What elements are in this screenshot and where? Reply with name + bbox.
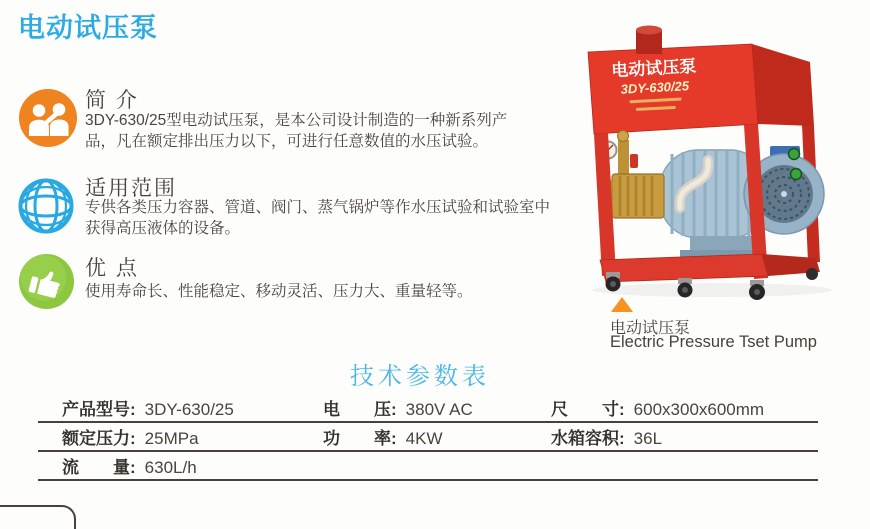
spec-value: 380V AC xyxy=(405,400,473,419)
spec-cell xyxy=(38,424,323,449)
spec-label: 流 量: xyxy=(62,458,136,477)
thumbs-up-icon xyxy=(19,254,74,314)
spec-table-title: 技术参数表 xyxy=(350,363,490,390)
spec-cell xyxy=(38,395,323,420)
spec-label: 额定压力: xyxy=(62,429,136,448)
section-heading-scope: 适用范围 xyxy=(85,177,177,200)
spec-label: 功 率: xyxy=(323,429,397,448)
spec-value: 36L xyxy=(633,429,663,448)
product-photo xyxy=(572,22,864,304)
section-body-scope xyxy=(85,197,550,239)
spec-value: 25MPa xyxy=(144,429,199,448)
section-body-line: 获得高压液体的设备。 xyxy=(85,220,241,237)
spec-cell xyxy=(38,453,323,478)
section-body-line: 3DY-630/25型电动试压泵，是本公司设计制造的一种新系列产 xyxy=(85,112,508,129)
spec-value: 600x300x600mm xyxy=(633,400,765,419)
corner-decoration xyxy=(0,505,76,529)
spec-label: 电 压: xyxy=(323,400,397,419)
section-body-intro xyxy=(85,110,507,152)
section-heading-advantages: 优 点 xyxy=(85,257,139,280)
section-body-line: 使用寿命长、性能稳定、移动灵活、压力大、重量轻等。 xyxy=(85,283,473,300)
people-icon xyxy=(19,89,77,152)
table-row xyxy=(38,452,818,481)
spec-label: 水箱容积: xyxy=(551,429,625,448)
spec-cell xyxy=(323,424,551,449)
section-body-line: 品，凡在额定排出压力以下，可进行任意数值的水压试验。 xyxy=(85,133,489,150)
table-row xyxy=(38,394,818,423)
tank-model-text: 3DY-630/25 xyxy=(620,78,690,97)
product-caption-en: Electric Pressure Tset Pump xyxy=(610,333,817,351)
tank-title-text: 电动试压泵 xyxy=(610,56,697,81)
spec-value: 3DY-630/25 xyxy=(144,400,234,419)
green-button xyxy=(789,149,800,160)
spec-cell xyxy=(323,395,551,420)
spec-cell xyxy=(551,395,818,420)
globe-icon xyxy=(17,177,75,240)
page-title: 电动试压泵 xyxy=(18,13,158,43)
product-caption-cn: 电动试压泵 xyxy=(610,320,691,337)
spec-value: 4KW xyxy=(405,429,443,448)
pump-machine-illustration xyxy=(572,22,864,304)
spec-cell xyxy=(551,424,818,449)
spec-label: 产品型号: xyxy=(62,400,136,419)
green-button xyxy=(791,169,802,180)
spec-label: 尺 寸: xyxy=(551,400,625,419)
section-heading-intro: 简 介 xyxy=(85,89,139,112)
spec-value: 630L/h xyxy=(144,458,197,477)
table-row xyxy=(38,423,818,452)
section-body-advantages xyxy=(85,281,473,302)
section-body-line: 专供各类压力容器、管道、阀门、蒸气锅炉等作水压试验和试验室中 xyxy=(85,199,551,216)
caption-triangle-icon xyxy=(611,297,633,312)
spec-table xyxy=(38,394,818,481)
